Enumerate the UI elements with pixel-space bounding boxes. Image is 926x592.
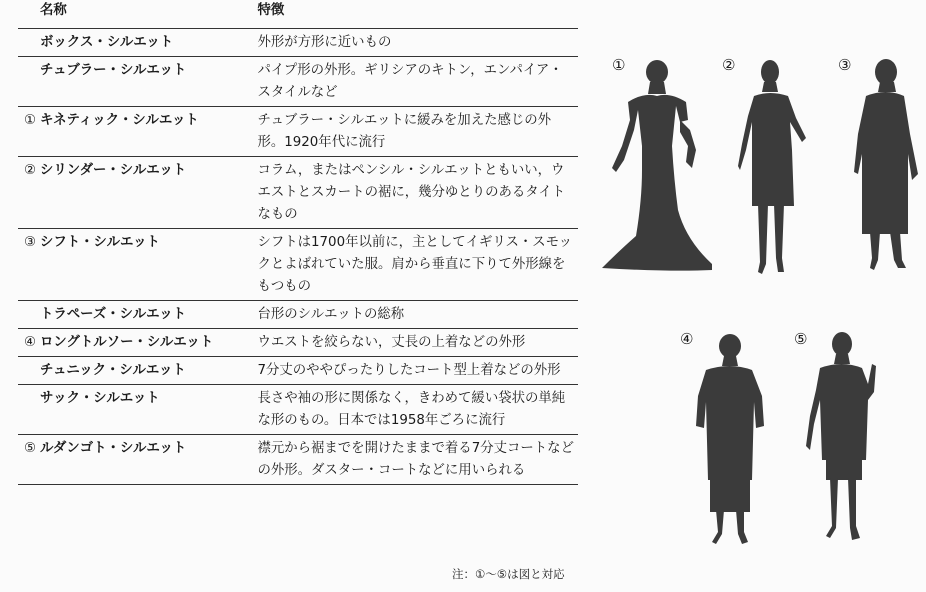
- name-cell: [18, 157, 257, 229]
- silhouette-name: キネティック・シルエット: [40, 113, 199, 128]
- figure-label-5: ⑤: [794, 330, 808, 348]
- feature-cell: シフトは1700年以前に，主としてイギリス・スモックとよばれていた服。肩から垂直に下りて外形線をもつもの: [257, 229, 578, 301]
- figure-label-4: ④: [680, 330, 694, 348]
- figure-marker: ③: [23, 235, 36, 250]
- table-row: [18, 29, 578, 57]
- feature-cell: チュブラー・シルエットに緩みを加えた感じの外形。1920年代に流行: [257, 107, 578, 157]
- feature-cell: コラム，またはペンシル・シルエットともいい，ウエストとスカートの裾に，幾分ゆとりのあるタイトなもの: [257, 157, 578, 229]
- table-row: [18, 229, 578, 301]
- silhouette-name: シフト・シルエット: [40, 235, 160, 250]
- silhouette-name: シリンダー・シルエット: [40, 163, 187, 178]
- silhouette-name: ルダンゴト・シルエット: [40, 441, 187, 456]
- silhouette-name: チュブラー・シルエット: [40, 63, 187, 78]
- figure-marker: ④: [23, 335, 36, 350]
- silhouette-name: チュニック・シルエット: [40, 363, 186, 378]
- shift-silhouette-figure: [852, 54, 922, 274]
- feature-cell: ウエストを絞らない，丈長の上着などの外形: [257, 329, 578, 357]
- name-cell: [18, 357, 257, 385]
- name-cell: [18, 329, 257, 357]
- table-row: [18, 435, 578, 485]
- kinetic-silhouette-figure: [600, 50, 720, 274]
- feature-cell: 長さや袖の形に関係なく，きわめて緩い袋状の単純な形のもの。日本では1958年ごろに流行: [257, 385, 578, 435]
- feature-cell: パイプ形の外形。ギリシアのキトン，エンパイア・スタイルなど: [257, 57, 578, 107]
- header-name: 名称: [40, 3, 67, 18]
- name-cell: [18, 301, 257, 329]
- redingote-silhouette-figure: [806, 330, 886, 550]
- name-cell: [18, 229, 257, 301]
- table-row: [18, 57, 578, 107]
- feature-cell: 台形のシルエットの総称: [257, 301, 578, 329]
- name-cell: [18, 29, 257, 57]
- name-cell: [18, 435, 257, 485]
- figure-marker: ①: [23, 113, 36, 128]
- figure-label-1: ①: [612, 56, 626, 74]
- figure-marker: ②: [23, 163, 36, 178]
- cylinder-silhouette-figure: [738, 58, 814, 278]
- name-cell: [18, 385, 257, 435]
- name-cell: [18, 57, 257, 107]
- table-row: [18, 157, 578, 229]
- table-row: [18, 329, 578, 357]
- silhouette-table: [18, 0, 578, 485]
- silhouette-name: トラペーズ・シルエット: [40, 307, 187, 322]
- long-torso-silhouette-figure: [690, 330, 768, 546]
- silhouette-name: サック・シルエット: [40, 391, 160, 406]
- table-header-row: [18, 0, 578, 29]
- table-row: [18, 357, 578, 385]
- figure-label-3: ③: [838, 56, 852, 74]
- table-note: 注：①～⑤は図と対応: [452, 567, 565, 581]
- silhouette-name: ボックス・シルエット: [40, 35, 174, 50]
- feature-cell: 襟元から裾までを開けたままで着る7分丈コートなどの外形。ダスター・コートなどに用いられる: [257, 435, 578, 485]
- figure-marker: ⑤: [23, 441, 36, 456]
- table-row: [18, 107, 578, 157]
- name-cell: [18, 107, 257, 157]
- feature-cell: 7分丈のややぴったりしたコート型上着などの外形: [257, 357, 578, 385]
- figure-label-2: ②: [722, 56, 736, 74]
- table-row: [18, 301, 578, 329]
- feature-cell: 外形が方形に近いもの: [257, 29, 578, 57]
- table-row: [18, 385, 578, 435]
- silhouette-name: ロングトルソー・シルエット: [40, 335, 214, 350]
- header-feature: 特徴: [257, 3, 285, 18]
